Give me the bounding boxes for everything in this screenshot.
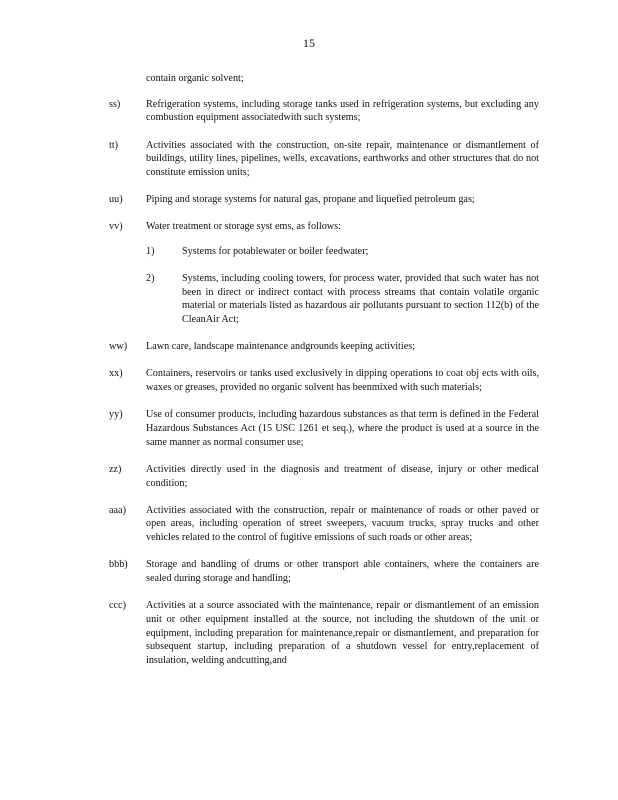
item-label: xx) <box>109 368 123 380</box>
list-item-ww <box>109 340 539 354</box>
list-item-vv <box>109 220 539 326</box>
item-label: ss) <box>109 98 121 110</box>
item-text: Containers, reservoirs or tanks used exclusively in dipping operations to coat obj ects with oils, waxes or greases, provided no organic solvent has beenmixed with such materials; <box>146 368 539 394</box>
item-text: Lawn care, landscape maintenance andgrounds keeping activities; <box>146 341 416 353</box>
list-item-xx <box>109 367 539 394</box>
item-label: bbb) <box>109 559 128 571</box>
item-label: uu) <box>109 194 123 206</box>
list-item-yy <box>109 408 539 449</box>
sub-item-label: 1) <box>146 246 155 258</box>
item-text: Piping and storage systems for natural gas, propane and liquefied petroleum gas; <box>146 194 475 206</box>
item-label: aaa) <box>109 504 126 516</box>
list-item-ccc <box>109 599 539 668</box>
continuation-text: contain organic solvent; <box>146 73 244 84</box>
list-item-zz <box>109 463 539 490</box>
item-text: Use of consumer products, including hazardous substances as that term is defined in the Federal Hazardous Substances Act (15 USC 1261 et seq.), where the product is used at a source in the same manner as normal consumer use; <box>146 409 539 448</box>
sub-item-2 <box>146 272 539 327</box>
item-label: vv) <box>109 221 123 233</box>
list-item-ss <box>109 98 539 125</box>
item-text: Water treatment or storage syst ems, as follows: <box>146 221 341 233</box>
item-label: zz) <box>109 463 122 475</box>
item-label: tt) <box>109 139 119 151</box>
list-item-uu <box>109 193 539 207</box>
sub-item-label: 2) <box>146 272 155 284</box>
list-item-aaa <box>109 504 539 545</box>
item-text: Activities directly used in the diagnosis and treatment of disease, injury or other medical condition; <box>146 463 539 489</box>
sub-item-text: Systems, including cooling towers, for process water, provided that such water has not been in direct or indirect contact with process streams that contain volatile organic material or materials listed as hazardous air pollutants pursuant to section 112(b) of the CleanAir Act; <box>182 272 539 325</box>
item-label: ccc) <box>109 600 126 612</box>
item-text: Refrigeration systems, including storage tanks used in refrigeration systems, but excluding any combustion equipment associatedwith such systems; <box>146 98 539 124</box>
item-text: Activities associated with the construction, on-site repair, maintenance or dismantlement of buildings, utility lines, pipelines, wells, excavations, earthworks and other structures that do not constitute emission units; <box>146 139 539 179</box>
item-text: Activities associated with the construction, repair or maintenance of roads or other paved or open areas, including operation of street sweepers, vacuum trucks, spray trucks and other vehicles related to the control of fugitive emissions of such roads or other areas; <box>146 504 539 544</box>
item-label: ww) <box>109 341 128 353</box>
document-body <box>109 72 539 681</box>
item-label: yy) <box>109 409 123 421</box>
list-item-bbb <box>109 558 539 585</box>
sub-item-1 <box>146 245 539 259</box>
item-text: Activities at a source associated with the maintenance, repair or dismantlement of an emission unit or other equipment installed at the source, not including the shutdown of the unit or equipment, including preparation for maintenance,repair or dismantlement, and preparation for subsequent startup, including preparation of a shutdown vessel for entry,replacement of insulation, welding andcutting,and <box>146 600 539 667</box>
sub-item-text: Systems for potablewater or boiler feedwater; <box>182 246 369 258</box>
item-text: Storage and handling of drums or other transport able containers, where the containers are sealed during storage and handling; <box>146 559 539 585</box>
list-item-tt <box>109 139 539 180</box>
page-number: 15 <box>303 36 315 50</box>
